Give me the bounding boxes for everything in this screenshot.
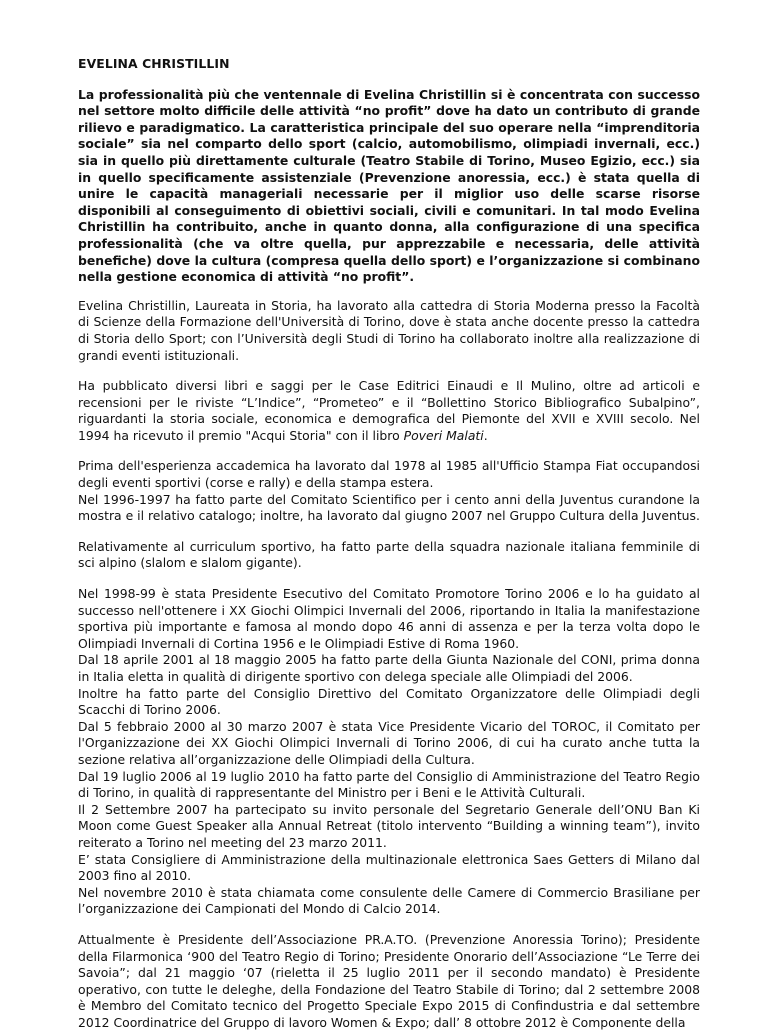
juventus-line: Nel 1996-1997 ha fatto parte del Comitato Scientifico per i cento anni della Juventus curandone la mostra e il relativo catalogo; inoltre, ha lavorato dal giugno 2007 nel Gruppo Cultura della Juventus. <box>78 491 700 524</box>
career-line: Dal 19 luglio 2006 al 19 luglio 2010 ha fatto parte del Consiglio di Amministrazione del Teatro Regio di Torino, in qualità di rappresentante del Ministro per i Beni e le Attività Culturali. <box>78 768 700 801</box>
education-paragraph: Evelina Christillin, Laureata in Storia, ha lavorato alla cattedra di Storia Moderna presso la Facoltà di Scienze della Formazione dell'Università di Torino, dove è stata anche docente presso la cattedra di Storia dello Sport; con l’Università degli Studi di Torino ha collaborato inoltre alla realizzazione di grandi eventi istituzionali. <box>78 297 700 363</box>
document-title: EVELINA CHRISTILLIN <box>78 56 230 71</box>
book-title: Poveri Malati <box>403 427 484 443</box>
career-line: Inoltre ha fatto parte del Consiglio Direttivo del Comitato Organizzatore delle Olimpiadi degli Scacchi di Torino 2006. <box>78 685 700 718</box>
career-line: Nel novembre 2010 è stata chiamata come consulente delle Camere di Commercio Brasiliane per l’organizzazione dei Campionati del Mondo di Calcio 2014. <box>78 884 700 917</box>
fiat-line: Prima dell'esperienza accademica ha lavorato dal 1978 al 1985 all'Ufficio Stampa Fiat occupandosi degli eventi sportivi (corse e rally) e della stampa estera. <box>78 458 700 491</box>
career-paragraph <box>78 586 700 918</box>
career-line: Nel 1998-99 è stata Presidente Esecutivo del Comitato Promotore Torino 2006 e lo ha guidato al successo nell'ottenere i XX Giochi Olimpici Invernali del 2006, riportando in Italia la manifestazione sportiva più importante e famosa al mondo dopo 46 anni di assenza e per la terza volta dopo le Olimpiadi Invernali di Cortina 1956 e le Olimpiadi Estive di Roma 1960. <box>78 586 700 651</box>
current-roles-paragraph: Attualmente è Presidente dell’Associazione PR.A.TO. (Prevenzione Anoressia Torino); Presidente della Filarmonica ‘900 del Teatro Regio di Torino; Presidente Onorario dell’Associazione “Le Terre dei Savoia”; dal 21 maggio ‘07 (rieletta il 25 luglio 2011 per il secondo mandato) è Presidente operativo, con tutte le deleghe, della Fondazione del Teatro Stabile di Torino; dal 2 settembre 2008 è Membro del Comitato tecnico del Progetto Speciale Expo 2015 di Confindustria e dal settembre 2012 Coordinatrice del Gruppo di lavoro Women & Expo; dall’ 8 ottobre 2012 è Componente della <box>78 931 700 1030</box>
career-line: E’ stata Consigliere di Amministrazione della multinazionale elettronica Saes Getters di Milano dal 2003 fino al 2010. <box>78 851 700 884</box>
publications-paragraph <box>78 378 700 444</box>
career-line: Il 2 Settembre 2007 ha partecipato su invito personale del Segretario Generale dell’ONU Ban Ki Moon come Guest Speaker alla Annual Retreat (titolo intervento “Building a winning team”), invito reiterato a Torino nel meeting del 23 marzo 2011. <box>78 801 700 850</box>
publications-end: . <box>483 427 488 443</box>
ski-paragraph: Relativamente al curriculum sportivo, ha fatto parte della squadra nazionale italiana femminile di sci alpino (slalom e slalom gigante). <box>78 538 700 571</box>
career-line: Dal 5 febbraio 2000 al 30 marzo 2007 è stata Vice Presidente Vicario del TOROC, il Comitato per l'Organizzazione dei XX Giochi Olimpici Invernali di Torino 2006, di cui ha curato anche tutta la sezione relativa all’organizzazione delle Olimpiadi della Cultura. <box>78 718 700 767</box>
fiat-paragraph <box>78 458 700 524</box>
intro-paragraph: La professionalità più che ventennale di Evelina Christillin si è concentrata con successo nel settore molto difficile delle attività “no profit” dove ha dato un contributo di grande rilievo e paradigmatico. La caratteristica principale del suo operare nella “imprenditoria sociale” sia nel comparto dello sport (calcio, automobilismo, olimpiadi invernali, ecc.) sia in quello più direttamente culturale (Teatro Stabile di Torino, Museo Egizio, ecc.) sia in quello specificamente assistenziale (Prevenzione anoressia, ecc.) è stata quella di unire le capacità manageriali necessarie per il miglior uso delle scarse risorse disponibili al conseguimento di obiettivi sociali, civili e comunitari. In tal modo Evelina Christillin ha contribuito, anche in quanto donna, alla configurazione di una specifica professionalità (che va oltre quella, pur apprezzabile e necessaria, delle attività benefiche) dove la cultura (compresa quella dello sport) e l’organizzazione si combinano nella gestione economica di attività “no profit”. <box>78 86 700 285</box>
career-line: Dal 18 aprile 2001 al 18 maggio 2005 ha fatto parte della Giunta Nazionale del CONI, prima donna in Italia eletta in qualità di dirigente sportivo con delega speciale alle Olimpiadi del 2006. <box>78 652 700 684</box>
publications-text: Ha pubblicato diversi libri e saggi per le Case Editrici Einaudi e Il Mulino, oltre ad articoli e recensioni per le riviste “L’Indice”, “Prometeo” e il “Bollettino Storico Bibliografico Subalpino”, riguardanti la storia sociale, economica e demografica del Piemonte del XVII e XVIII secolo. Nel 1994 ha ricevuto il premio "Acqui Storia" con il libro <box>78 378 700 443</box>
